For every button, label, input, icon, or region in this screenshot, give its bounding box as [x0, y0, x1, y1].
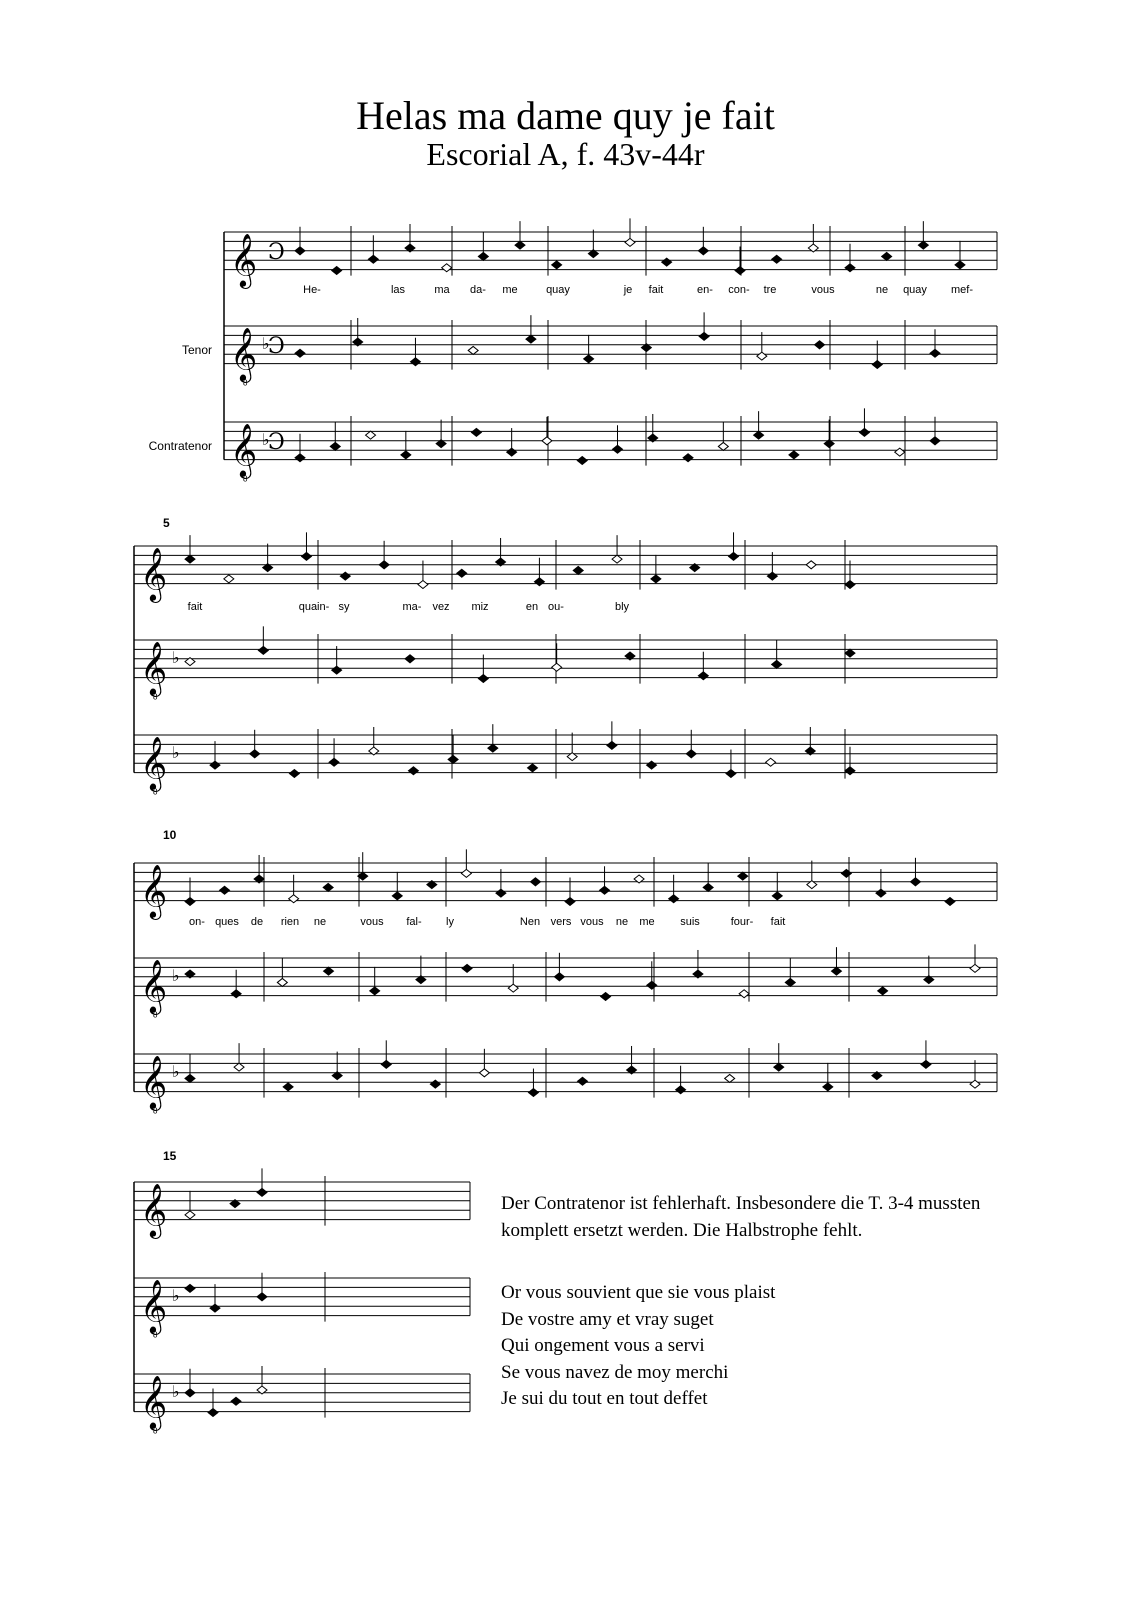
note-head — [208, 1409, 218, 1417]
note-head — [930, 437, 940, 445]
source-subtitle: Escorial A, f. 43v-44r — [426, 136, 705, 172]
note-head — [468, 346, 478, 354]
verse-line: Or vous souvient que sie vous plaist — [501, 1282, 776, 1303]
lyric-syllable: ne — [875, 284, 889, 296]
lyric-syllable: fal- — [406, 916, 422, 928]
octave-mark: 8 — [243, 474, 248, 484]
lyric-syllable: Nen — [519, 916, 541, 928]
note-head — [600, 886, 610, 894]
note-head — [738, 872, 748, 880]
note-head — [332, 666, 342, 674]
verse-text — [501, 1280, 775, 1413]
octave-mark: 8 — [153, 1426, 158, 1436]
staff — [134, 857, 997, 920]
flat-icon: ♭ — [172, 742, 180, 762]
treble-clef-icon: 𝄞 — [230, 232, 258, 287]
note-head — [418, 581, 428, 589]
staff — [134, 952, 997, 1020]
note-head — [392, 892, 402, 900]
note-head — [507, 448, 517, 456]
lyric-line — [188, 601, 630, 613]
note-head — [234, 1063, 244, 1071]
lyric-syllable: miz — [471, 601, 489, 613]
voice-notes — [185, 944, 980, 1000]
lyric-syllable: tre — [763, 284, 777, 296]
note-head — [323, 883, 333, 891]
flat-icon: ♭ — [172, 1381, 180, 1401]
lyric-syllable: en — [525, 601, 539, 613]
note-head — [231, 1397, 241, 1405]
treble-clef-icon: 𝄞 — [230, 422, 258, 477]
voice-notes — [295, 408, 940, 464]
note-head — [683, 454, 693, 462]
lyric-line — [189, 916, 785, 928]
lyric-syllable: ne — [313, 916, 327, 928]
voice-notes — [185, 849, 955, 905]
note-head — [462, 964, 472, 972]
note-head — [370, 987, 380, 995]
treble-clef-icon: 𝄞 — [140, 1182, 168, 1237]
note-head — [231, 990, 241, 998]
lyric-syllable: He- — [303, 284, 321, 296]
measure-number-5: 5 — [163, 516, 170, 530]
note-head — [301, 552, 311, 560]
note-head — [698, 247, 708, 255]
lyric-syllable: je — [623, 284, 633, 296]
note-head — [669, 895, 679, 903]
flat-icon: ♭ — [172, 1061, 180, 1081]
note-head — [528, 764, 538, 772]
note-head — [366, 431, 376, 439]
lyric-syllable: vez — [432, 601, 450, 613]
note-head — [258, 646, 268, 654]
flat-icon: ♭ — [172, 965, 180, 985]
note-head — [210, 1304, 220, 1312]
verse-line: De vostre amy et vray suget — [501, 1308, 714, 1330]
lyric-syllable: vous — [580, 916, 604, 928]
voice-label-contratenor: Contratenor — [148, 439, 212, 453]
note-head — [552, 663, 562, 671]
note-head — [845, 264, 855, 272]
note-head — [921, 1060, 931, 1068]
note-head — [766, 758, 776, 766]
note-head — [876, 889, 886, 897]
lyric-syllable: sy — [338, 601, 350, 613]
note-head — [578, 1077, 588, 1085]
note-head — [332, 267, 342, 275]
note-head — [767, 572, 777, 580]
staff — [224, 416, 997, 484]
note-head — [726, 770, 736, 778]
note-head — [662, 258, 672, 266]
note-head — [806, 561, 816, 569]
lyric-syllable: ne — [615, 916, 629, 928]
note-head — [185, 1211, 195, 1219]
note-head — [457, 569, 467, 577]
lyric-syllable: on- — [189, 916, 205, 928]
note-head — [295, 247, 305, 255]
mensuration-sign-icon: Ɔ — [268, 333, 285, 359]
lyrics — [188, 284, 974, 928]
note-head — [565, 898, 575, 906]
note-head — [729, 552, 739, 560]
note-head — [534, 578, 544, 586]
note-head — [831, 967, 841, 975]
note-head — [330, 442, 340, 450]
note-head — [878, 987, 888, 995]
lyric-syllable: quain- — [298, 601, 330, 613]
staff — [134, 1176, 470, 1239]
note-head — [554, 973, 564, 981]
note-head — [289, 770, 299, 778]
note-head — [757, 352, 767, 360]
note-head — [368, 255, 378, 263]
note-head — [283, 1083, 293, 1091]
staff — [224, 226, 997, 289]
treble-clef-icon: 𝄞 — [140, 1374, 168, 1429]
note-head — [552, 261, 562, 269]
lyric-syllable: me — [502, 284, 518, 296]
treble-clef-icon: 𝄞 — [230, 326, 258, 381]
note-head — [442, 264, 452, 272]
octave-mark: 8 — [153, 1106, 158, 1116]
note-head — [277, 978, 287, 986]
note-head — [379, 561, 389, 569]
note-head — [739, 990, 749, 998]
lyric-syllable: suis — [680, 916, 700, 928]
note-head — [257, 1293, 267, 1301]
note-head — [220, 886, 230, 894]
verse-line: Je sui du tout en tout deffet — [501, 1388, 708, 1409]
note-head — [526, 335, 536, 343]
note-head — [601, 993, 611, 1001]
note-head — [703, 883, 713, 891]
note-head — [324, 967, 334, 975]
voice-notes — [185, 532, 855, 588]
octave-mark: 8 — [243, 378, 248, 388]
measure-number-15: 15 — [163, 1149, 177, 1163]
treble-clef-icon: 𝄞 — [140, 863, 168, 918]
lyric-syllable: four- — [730, 916, 754, 928]
note-head — [872, 361, 882, 369]
note-head — [210, 761, 220, 769]
voice-label-tenor: Tenor — [181, 343, 212, 357]
flat-icon: ♭ — [262, 333, 270, 353]
lyric-syllable: de — [250, 916, 264, 928]
voice-notes — [185, 626, 855, 682]
note-head — [698, 672, 708, 680]
note-head — [461, 869, 471, 877]
note-head — [651, 575, 661, 583]
mensuration-sign-icon: Ɔ — [268, 239, 285, 265]
flat-icon: ♭ — [172, 647, 180, 667]
lyric-syllable: ques — [215, 916, 239, 928]
note-head — [970, 1080, 980, 1088]
note-head — [448, 755, 458, 763]
lyric-syllable: me — [639, 916, 655, 928]
staff — [134, 729, 997, 797]
mensuration-sign-icon: Ɔ — [268, 429, 285, 455]
note-head — [185, 1074, 195, 1082]
voice-notes — [295, 312, 940, 368]
note-head — [478, 675, 488, 683]
note-head — [612, 555, 622, 563]
treble-clef-icon: 𝄞 — [140, 640, 168, 695]
note-head — [772, 660, 782, 668]
verse-line: Se vous navez de moy merchi — [501, 1361, 729, 1383]
lyric-syllable: quay — [546, 284, 570, 296]
lyric-syllable: fait — [770, 916, 786, 928]
note-head — [845, 581, 855, 589]
treble-clef-icon: 𝄞 — [140, 958, 168, 1013]
editorial-commentary — [501, 1190, 1021, 1244]
note-head — [185, 898, 195, 906]
flat-icon: ♭ — [172, 1285, 180, 1305]
lyric-syllable: vous — [360, 916, 384, 928]
staff — [134, 1272, 470, 1340]
piece-title: Helas ma dame quy je fait — [356, 93, 775, 138]
lyric-syllable: bly — [614, 601, 630, 613]
verse-line: Qui ongement vous a servi — [501, 1335, 705, 1356]
staff — [224, 320, 997, 388]
note-head — [430, 1080, 440, 1088]
note-head — [910, 878, 920, 886]
lyric-syllable: ly — [446, 916, 454, 928]
lyric-syllable: ma- — [402, 601, 422, 613]
octave-mark: 8 — [153, 1330, 158, 1340]
note-head — [882, 252, 892, 260]
note-head — [295, 454, 305, 462]
lyric-syllable: en- — [697, 284, 713, 296]
note-head — [478, 252, 488, 260]
note-head — [185, 1284, 195, 1292]
lyric-syllable: da- — [470, 284, 486, 296]
octave-mark: 8 — [153, 1010, 158, 1020]
lyric-line — [303, 284, 973, 296]
note-head — [584, 355, 594, 363]
staff — [134, 540, 997, 603]
note-head — [647, 981, 657, 989]
note-head — [289, 895, 299, 903]
note-head — [496, 889, 506, 897]
note-head — [699, 332, 709, 340]
lyric-syllable: ma — [434, 284, 450, 296]
note-head — [515, 241, 525, 249]
staff — [134, 1368, 470, 1436]
lyric-syllable: quay — [903, 284, 927, 296]
note-head — [895, 448, 905, 456]
note-head — [918, 241, 928, 249]
note-head — [479, 1069, 489, 1077]
treble-clef-icon: 𝄞 — [140, 546, 168, 601]
lyric-syllable: con- — [728, 284, 750, 296]
staff-lines — [134, 226, 997, 1436]
lyric-syllable: fait — [648, 284, 664, 296]
note-head — [841, 869, 851, 877]
flat-icon: ♭ — [262, 429, 270, 449]
note-head — [970, 964, 980, 972]
note-head — [754, 431, 764, 439]
voice-notes — [210, 721, 855, 777]
lyric-syllable: ou- — [548, 601, 564, 613]
note-head — [725, 1074, 735, 1082]
note-head — [859, 428, 869, 436]
treble-clef-icon: 𝄞 — [140, 735, 168, 790]
note-head — [542, 437, 552, 445]
note-head — [845, 767, 855, 775]
note-head — [408, 767, 418, 775]
note-head — [530, 878, 540, 886]
lyric-syllable: mef- — [951, 284, 973, 296]
lyric-syllable: las — [390, 284, 406, 296]
note-head — [257, 1188, 267, 1196]
note-head — [295, 349, 305, 357]
voice-notes — [185, 1168, 267, 1219]
note-head — [945, 898, 955, 906]
note-head — [718, 442, 728, 450]
note-head — [508, 984, 518, 992]
note-head — [224, 575, 234, 583]
note-head — [686, 750, 696, 758]
voice-notes — [295, 218, 965, 274]
voice-notes — [185, 1040, 980, 1096]
note-head — [735, 267, 745, 275]
note-head — [955, 261, 965, 269]
note-head — [340, 572, 350, 580]
note-head — [785, 978, 795, 986]
note-head — [815, 341, 825, 349]
note-head — [607, 741, 617, 749]
note-head — [528, 1089, 538, 1097]
treble-clef-icon: 𝄞 — [140, 1278, 168, 1333]
note-head — [471, 428, 481, 436]
note-head — [185, 555, 195, 563]
octave-mark: 8 — [153, 692, 158, 702]
note-head — [381, 1060, 391, 1068]
lyric-syllable: vous — [811, 284, 835, 296]
note-head — [772, 892, 782, 900]
note-head — [185, 1389, 195, 1397]
note-head — [613, 445, 623, 453]
note-head — [577, 457, 587, 465]
commentary-text: Der Contratenor ist fehlerhaft. Insbesondere die T. 3-4 mussten komplett ersetzt werden. Die Halbstrophe fehlt. — [501, 1193, 981, 1241]
note-head — [789, 451, 799, 459]
note-head — [401, 451, 411, 459]
note-head — [329, 758, 339, 766]
note-head — [823, 1083, 833, 1091]
lyric-syllable: rien — [280, 916, 300, 928]
treble-clef-icon: 𝄞 — [140, 1054, 168, 1109]
note-head — [573, 566, 583, 574]
octave-mark: 8 — [153, 787, 158, 797]
note-head — [625, 238, 635, 246]
lyric-syllable: vers — [550, 916, 572, 928]
note-head — [845, 649, 855, 657]
note-head — [405, 655, 415, 663]
note-head — [250, 750, 260, 758]
note-head — [772, 255, 782, 263]
note-head — [930, 349, 940, 357]
note-head — [676, 1086, 686, 1094]
staff — [134, 1048, 997, 1116]
note-head — [647, 761, 657, 769]
lyric-syllable: fait — [187, 601, 203, 613]
note-head — [774, 1063, 784, 1071]
measure-number-10: 10 — [163, 828, 177, 842]
note-head — [410, 358, 420, 366]
note-head — [488, 744, 498, 752]
